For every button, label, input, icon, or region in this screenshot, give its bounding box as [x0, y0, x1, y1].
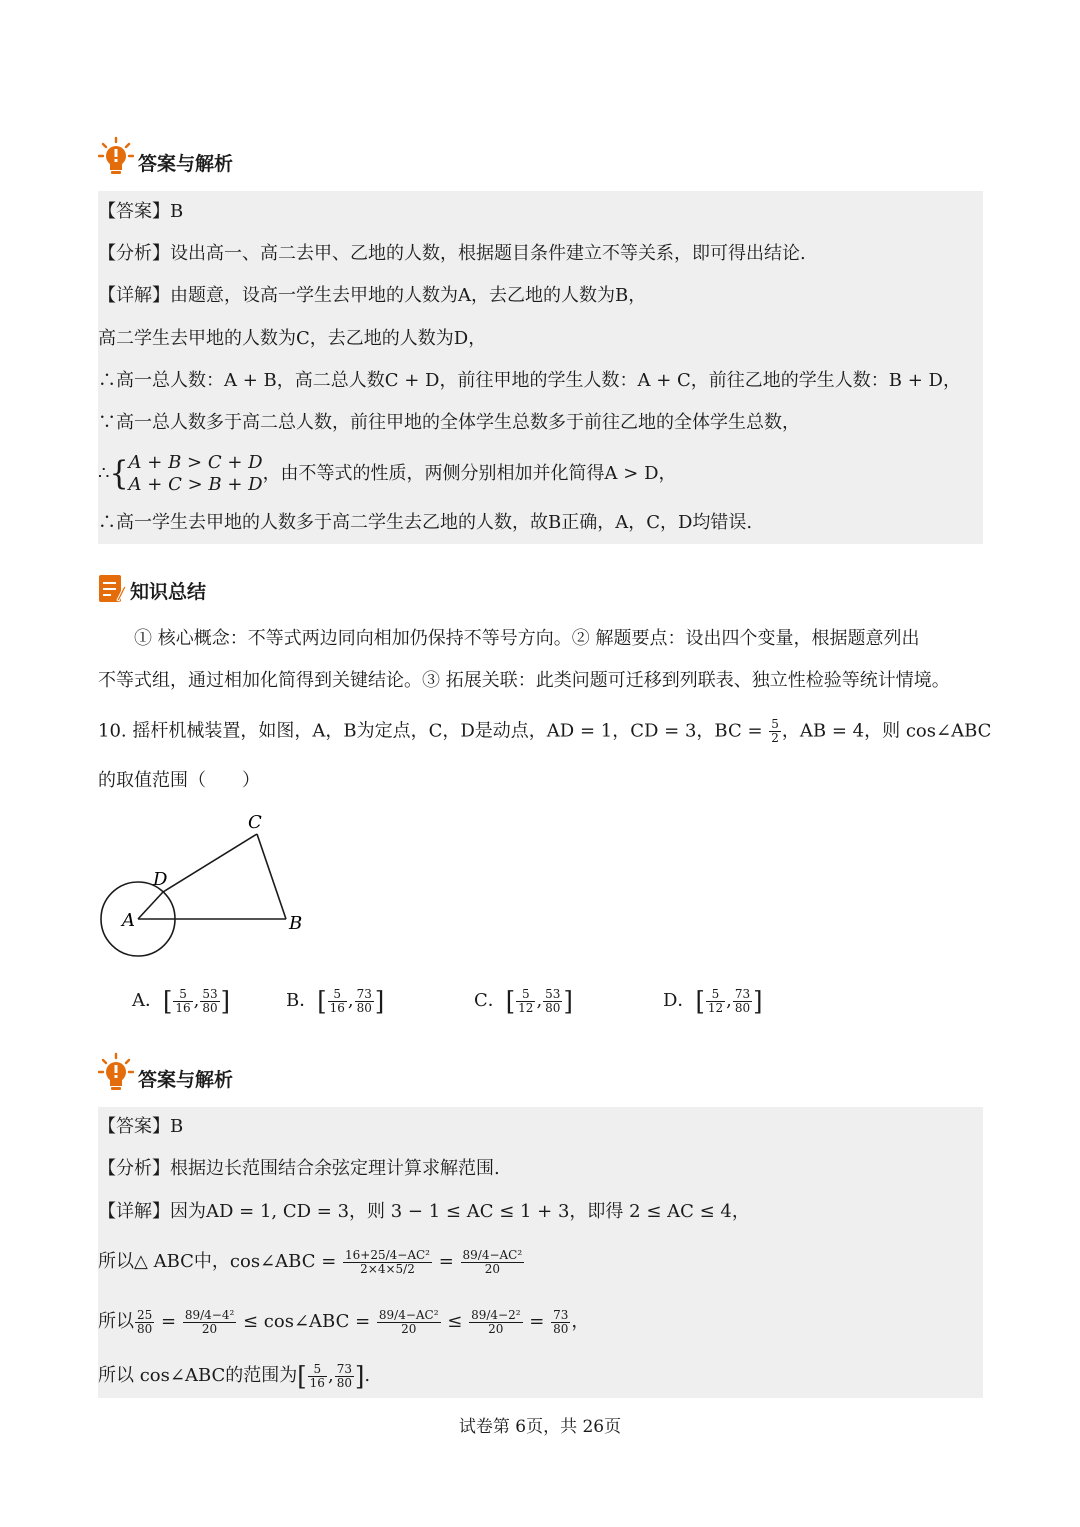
label-b: B: [289, 913, 303, 934]
inequality-system: A + B > C + D A + C > B + D: [128, 452, 263, 495]
detail-text: 由题意，设高一学生去甲地的人数为A，去乙地的人数为B，: [170, 285, 647, 306]
option-d[interactable]: D．[ $\frac{5}{12}$ , $\frac{73}{80}$ ]: [663, 985, 763, 1017]
label-a: A: [122, 910, 135, 931]
lightbulb-icon: [98, 1052, 134, 1092]
rocker-mechanism-figure: [95, 808, 315, 963]
detail-line-2-2: 所以△ ABC中，cos∠ABC = $\frac{\text{16+25/4−AC²}}{2\times 4\times 5/2}$ = $\frac{\text{89/4−AC²}}{20}$: [98, 1247, 523, 1276]
section-title: 答案与解析: [138, 153, 234, 175]
segment-dc: [163, 834, 257, 892]
detail-line-system: ∴{ A + B > C + D A + C > B + D ，由不等式的性质，两侧分别相加并化简得A > D，: [98, 452, 677, 495]
section-title: 答案与解析: [138, 1069, 234, 1091]
question-text-line-1: 10. 摇杆机械装置，如图，A，B为定点，C，D是动点，AD = 1，CD = 3，BC = $\frac{5}{2}$ ，AB = 4，则 cos∠ABC: [98, 717, 992, 745]
answer-value: B: [170, 201, 184, 222]
answer-section-header: [98, 132, 233, 176]
summary-section-header: [98, 560, 206, 604]
page-footer: 试卷第 6页，共 26页: [458, 1417, 622, 1437]
option-b[interactable]: B．[ $\frac{5}{16}$ , $\frac{73}{80}$ ]: [286, 985, 385, 1017]
detail-line-6: ∴高一学生去甲地的人数多于高二学生去乙地的人数，故B正确，A，C，D均错误.: [98, 512, 753, 533]
summary-paragraph-1: ① 核心概念：不等式两边同向相加仍保持不等号方向。② 解题要点：设出四个变量，根据题意列出: [134, 628, 920, 649]
label-d: D: [153, 869, 168, 890]
summary-paragraph-2: 不等式组，通过相加化简得到关键结论。③ 拓展关联：此类问题可迁移到列联表、独立性检验等统计情境。: [98, 670, 950, 691]
detail-line-2-1: 【详解】因为AD = 1, CD = 3，则 3 − 1 ≤ AC ≤ 1 + 3，即得 2 ≤ AC ≤ 4，: [98, 1201, 750, 1222]
detail-line-1: [98, 283, 646, 309]
analysis-line-2: 【分析】根据边长范围结合余弦定理计算求解范围.: [98, 1158, 500, 1179]
detail-line-3: ∴高一总人数：A + B，高二总人数C + D，前往甲地的学生人数：A + C，前往乙地的学生人数：B + D，: [98, 370, 961, 391]
answer-line-2: 【答案】B: [98, 1116, 184, 1137]
option-a[interactable]: A．[ $\frac{5}{16}$ , $\frac{53}{80}$ ]: [132, 985, 231, 1017]
question-text-line-2: 的取值范围（ ）: [98, 770, 260, 791]
question-number: 10.: [98, 720, 127, 742]
label-c: C: [248, 812, 262, 833]
analysis-text: 设出高一、高二去甲、乙地的人数，根据题目条件建立不等关系，即可得出结论.: [170, 243, 806, 264]
segment-cb: [257, 834, 286, 919]
section-title: 知识总结: [130, 581, 207, 603]
notepad-icon: [98, 572, 126, 604]
answer-section-header-2: [98, 1048, 233, 1092]
answer-line: [98, 199, 183, 225]
detail-line-2-3: 所以 $\frac{25}{80}$ = $\frac{\text{89/4−4²}}{20}$ ≤ cos∠ABC = $\frac{\text{89/4−AC²}}{20}$ ≤ $\frac{\text{89/4−2²}}{20}$ = $\frac{73}{80}$ ，: [98, 1307, 590, 1336]
detail-line-2-4: 所以 cos∠ABC的范围为[ $\frac{5}{16}$ , $\frac{73}{80}$ ].: [98, 1360, 371, 1392]
detail-line-4: ∵高一总人数多于高二总人数，前往甲地的全体学生总数多于前往乙地的全体学生总数，: [98, 412, 800, 433]
analysis-line: [98, 241, 806, 267]
detail-label: 【详解】: [98, 285, 170, 306]
option-c[interactable]: C．[ $\frac{5}{12}$ , $\frac{53}{80}$ ]: [474, 985, 573, 1017]
lightbulb-icon: [98, 136, 134, 176]
answer-label: 【答案】: [98, 201, 170, 222]
bc-fraction: $\frac{5}{2}$: [771, 717, 779, 745]
answer-value: B: [170, 1116, 184, 1137]
segment-ad: [138, 892, 163, 919]
detail-line-2: 高二学生去甲地的人数为C，去乙地的人数为D，: [98, 328, 487, 349]
analysis-label: 【分析】: [98, 243, 170, 264]
